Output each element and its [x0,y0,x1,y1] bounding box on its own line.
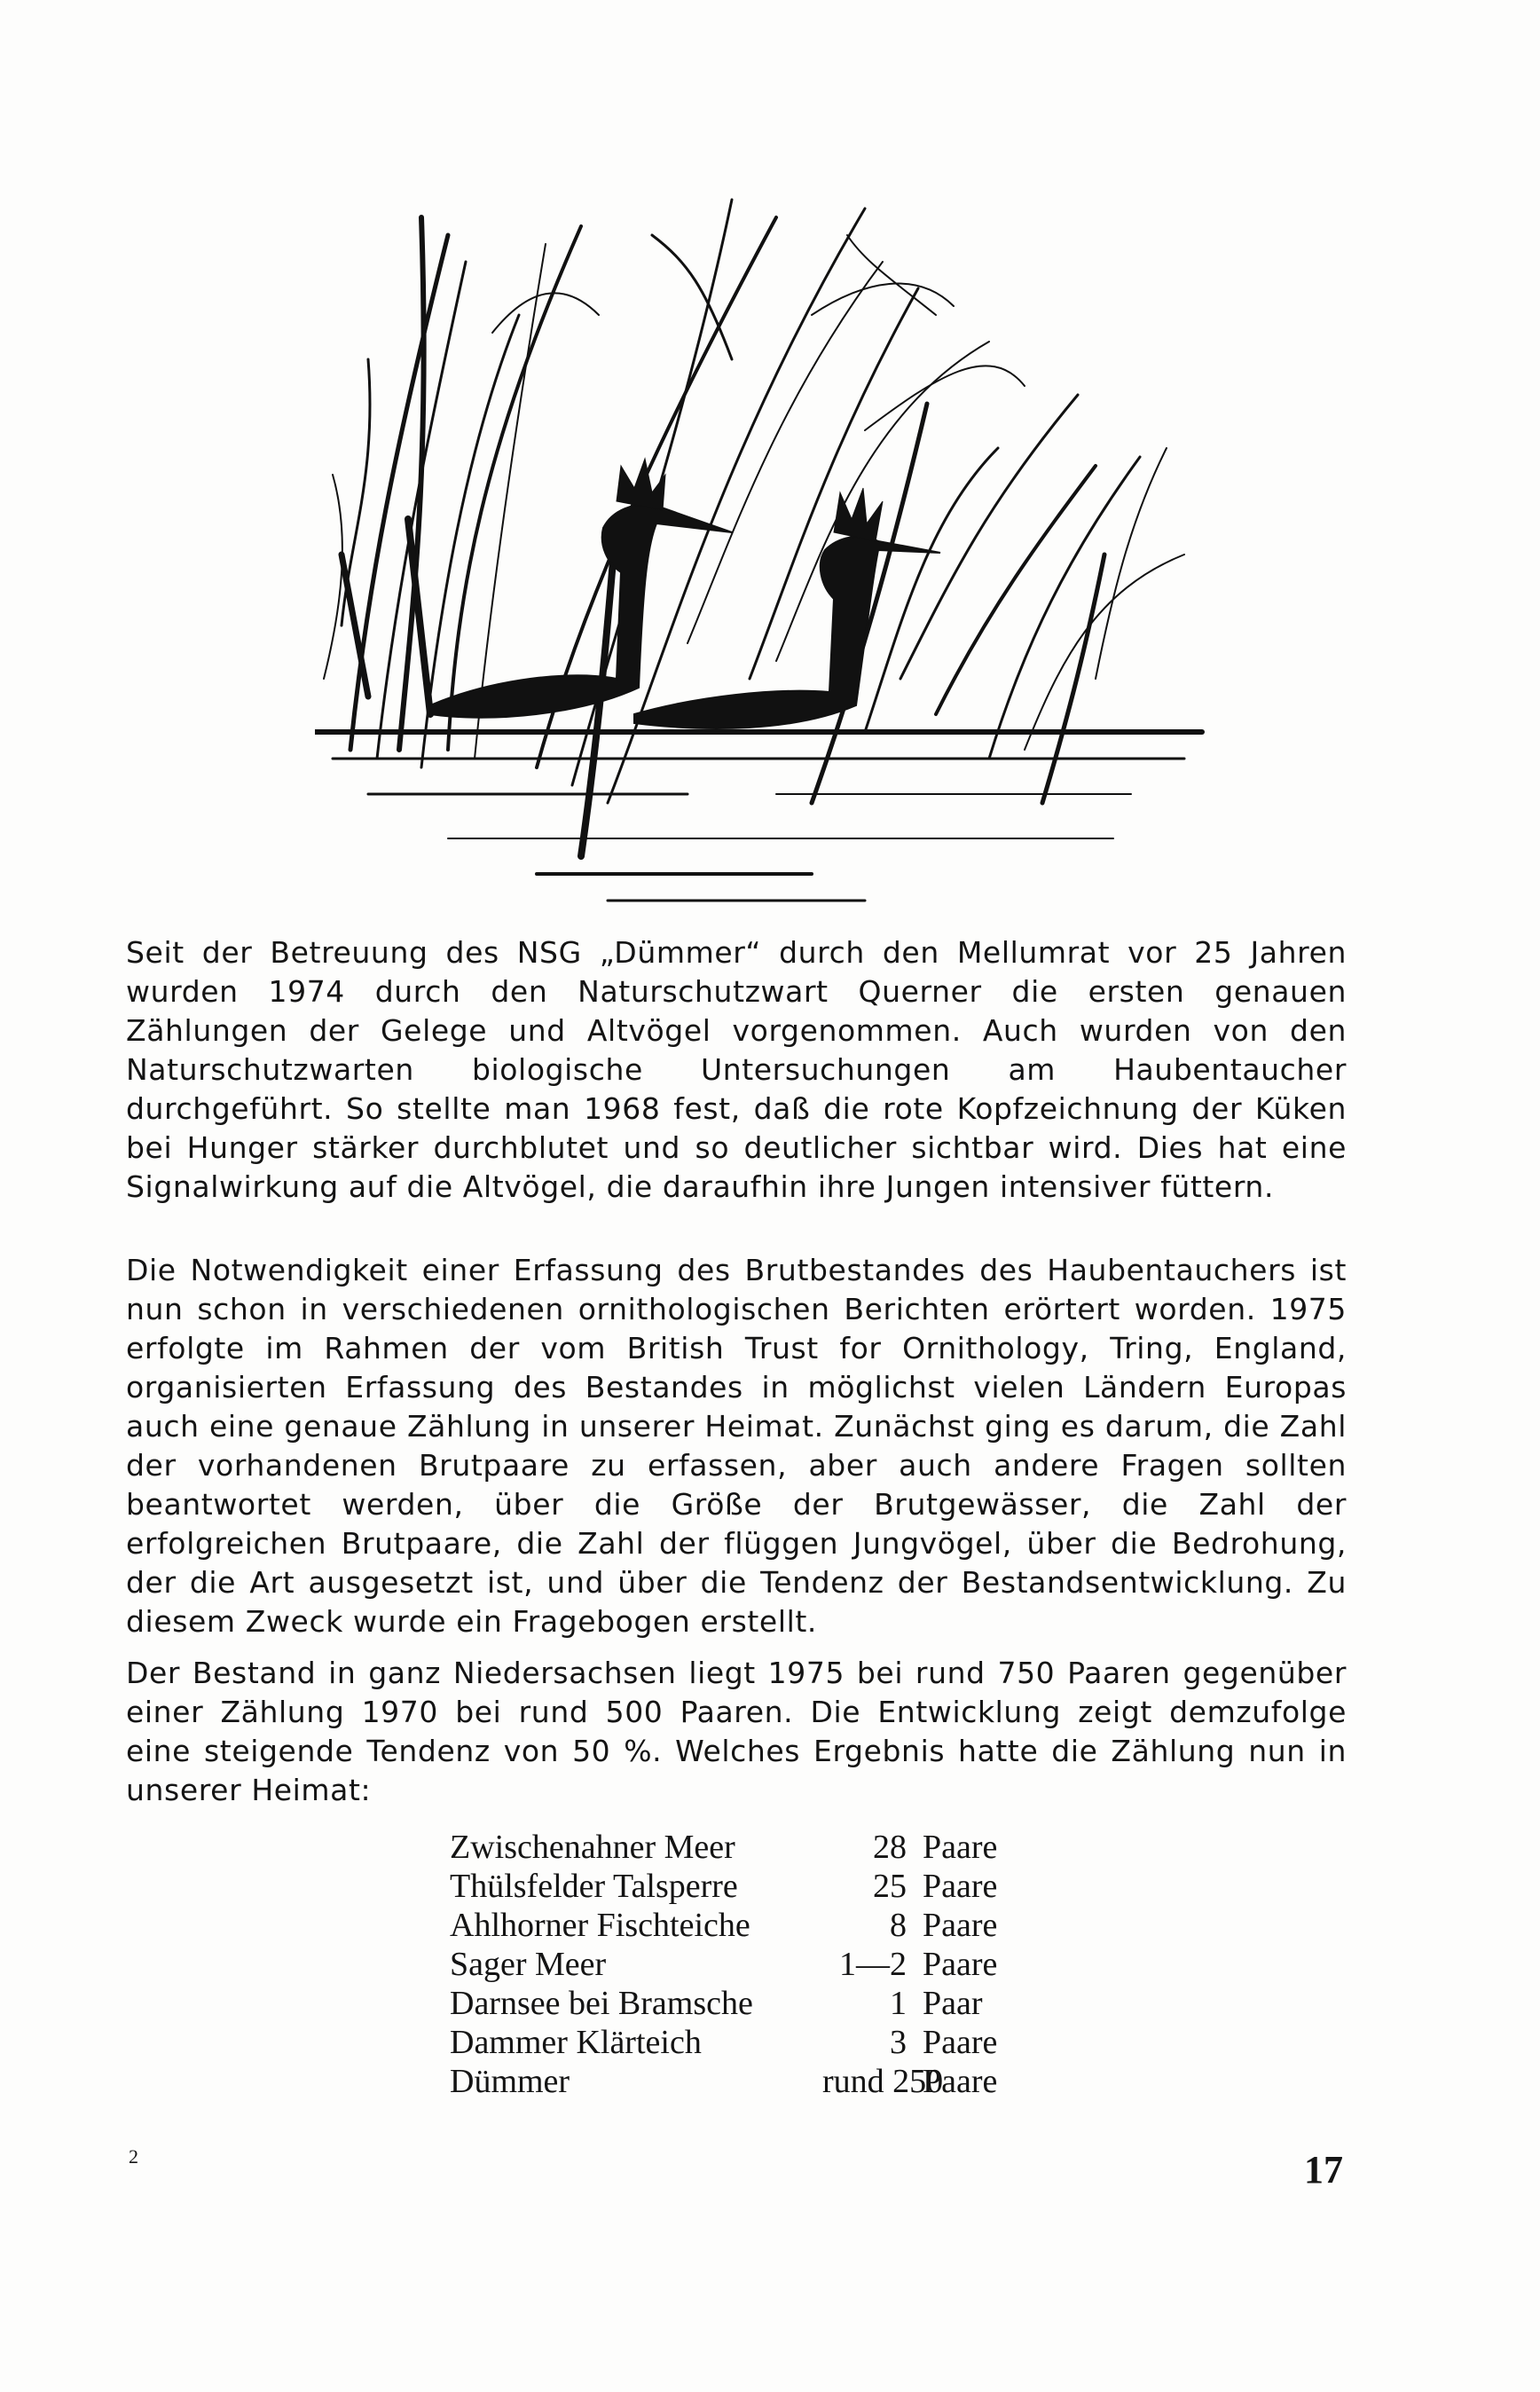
unit-cell: Paar [923,1985,983,2022]
unit-cell: Paare [923,2024,998,2061]
unit-cell: Paare [923,2063,998,2100]
table-row [450,1984,1018,2023]
table-row [450,2023,1018,2062]
location-cell: Dümmer [450,2063,570,2100]
location-cell: Zwischenahner Meer [450,1829,735,1866]
table-row [450,1906,1018,1945]
breeding-pairs-table [450,1828,1018,2101]
location-cell: Thülsfelder Talsperre [450,1868,738,1905]
signature-mark: 2 [129,2145,138,2168]
unit-cell: Paare [923,1946,998,1983]
table-row [450,2062,1018,2101]
unit-cell: Paare [923,1907,998,1944]
grebe-illustration [315,182,1246,918]
count-cell: 3 [890,2024,907,2061]
table-row [450,1867,1018,1906]
unit-cell: Paare [923,1868,998,1905]
count-cell: 1—2 [839,1946,907,1983]
location-cell: Ahlhorner Fischteiche [450,1907,750,1944]
table-row [450,1828,1018,1867]
count-cell: 1 [890,1985,907,2022]
location-cell: Sager Meer [450,1946,607,1983]
count-cell: 25 [873,1868,907,1905]
location-cell: Dammer Klärteich [450,2024,702,2061]
paragraph-2: Die Notwendigkeit einer Erfassung des Brutbestandes des Haubentauchers ist nun schon in verschiedenen ornithologischen Berichten erörtert worden. 1975 erfolgte im Rahmen der vom British Trust for Ornithology, Tring, England, organisierten Erfassung des Bestandes in möglichst vielen Ländern Europas auch eine genaue Zählung in unserer Heimat. Zunächst ging es darum, die Zahl der vorhandenen Brutpaare zu erfassen, aber auch andere Fragen sollten beantwortet werden, über die Größe der Brutgewässer, die Zahl der erfolgreichen Brutpaare, die Zahl der flüggen Jungvögel, über die Bedrohung, der die Art ausgesetzt ist, und über die Tendenz der Bestandsentwicklung. Zu diesem Zweck wurde ein Fragebogen erstellt. [126,1253,1347,1639]
page-number: 17 [1304,2148,1343,2191]
count-cell: rund 250 [822,2063,944,2100]
paragraph-3: Der Bestand in ganz Niedersachsen liegt 1975 bei rund 750 Paaren gegenüber einer Zählung 1970 bei rund 500 Paaren. Die Entwicklung zeigt demzufolge eine steigende Tendenz von 50 %. Welches Ergebnis hatte die Zählung nun in unserer Heimat: [126,1656,1347,1807]
count-cell: 28 [873,1829,907,1866]
paragraph-1: Seit der Betreuung des NSG „Dümmer“ durch den Mellumrat vor 25 Jahren wurden 1974 durch den Naturschutzwart Querner die ersten genauen Zählungen der Gelege und Altvögel vorgenommen. Auch wurden von den Naturschutzwarten biologische Untersuchungen am Haubentaucher durchgeführt. So stellte man 1968 fest, daß die rote Kopfzeichnung der Küken bei Hunger stärker durchblutet und so deutlicher sichtbar wird. Dies hat eine Signalwirkung auf die Altvögel, die daraufhin ihre Jungen intensiver füttern. [126,935,1347,1204]
unit-cell: Paare [923,1829,998,1866]
count-cell: 8 [890,1907,907,1944]
table-row [450,1945,1018,1984]
location-cell: Darnsee bei Bramsche [450,1985,753,2022]
